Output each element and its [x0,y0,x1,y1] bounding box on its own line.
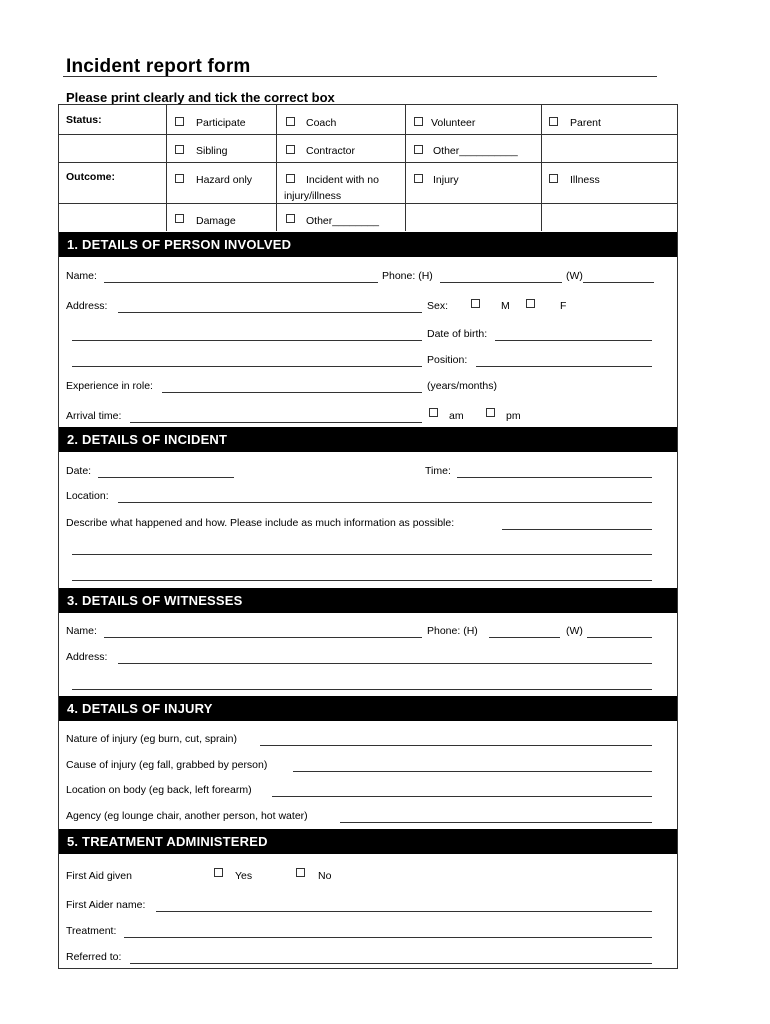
person-phone-h-label: Phone: (H) [382,270,433,282]
person-name-label: Name: [66,270,97,282]
witness-address-label: Address: [66,651,108,663]
table-row-divider [58,203,678,204]
sex-f-checkbox[interactable] [526,299,535,308]
first-aider-name-field[interactable] [156,911,652,912]
person-phone-w-label: (W) [566,270,583,282]
sex-label: Sex: [427,300,449,312]
pm-checkbox[interactable] [486,408,495,417]
injury-cause-label: Cause of injury (eg fall, grabbed by person) [66,759,268,771]
hazard-only-label: Hazard only [196,174,253,186]
incident-time-field[interactable] [457,477,652,478]
witness-phone-h-field[interactable] [489,637,560,638]
table-col-divider [541,104,542,231]
am-label: am [449,410,464,422]
first-aid-no-label: No [318,870,332,882]
sex-m-label: M [501,300,510,312]
witness-phone-w-label: (W) [566,625,583,637]
dob-label: Date of birth: [427,328,488,340]
injury-cause-field[interactable] [293,771,652,772]
hazard-only-checkbox[interactable] [175,174,184,183]
referred-to-label: Referred to: [66,951,122,963]
first-aider-name-label: First Aider name: [66,899,146,911]
outcome-other-label: Other________ [306,215,379,227]
status-other-label: Other__________ [433,145,518,157]
damage-checkbox[interactable] [175,214,184,223]
table-col-divider [405,104,406,231]
pm-label: pm [506,410,521,422]
participate-checkbox[interactable] [175,117,184,126]
sex-f-label: F [560,300,567,312]
witness-phone-w-field[interactable] [587,637,652,638]
first-aid-no-checkbox[interactable] [296,868,305,877]
treatment-field[interactable] [124,937,652,938]
describe-field-2[interactable] [72,554,652,555]
arrival-time-field[interactable] [130,422,422,423]
person-address-field-1[interactable] [118,312,422,313]
table-row-divider [58,134,678,135]
agency-field[interactable] [340,822,652,823]
injury-nature-field[interactable] [260,745,652,746]
dob-field[interactable] [495,340,652,341]
am-checkbox[interactable] [429,408,438,417]
describe-label: Describe what happened and how. Please include as much information as possible: [66,517,455,529]
title-underline [63,76,657,77]
injury-checkbox[interactable] [414,174,423,183]
describe-field-1[interactable] [502,529,652,530]
incident-no-injury-label: Incident with no [306,174,379,186]
section-2-heading: 2. DETAILS OF INCIDENT [59,427,677,452]
position-field[interactable] [476,366,652,367]
table-row-divider [58,162,678,163]
table-col-divider [166,104,167,231]
sex-m-checkbox[interactable] [471,299,480,308]
parent-checkbox[interactable] [549,117,558,126]
person-phone-w-field[interactable] [583,282,654,283]
experience-label: Experience in role: [66,380,153,392]
person-address-label: Address: [66,300,108,312]
first-aid-yes-label: Yes [235,870,253,882]
section-1-heading: 1. DETAILS OF PERSON INVOLVED [59,232,677,257]
injury-nature-label: Nature of injury (eg burn, cut, sprain) [66,733,237,745]
sibling-label: Sibling [196,145,228,157]
body-location-label: Location on body (eg back, left forearm) [66,784,252,796]
first-aid-label: First Aid given [66,870,132,882]
treatment-label: Treatment: [66,925,117,937]
incident-date-label: Date: [66,465,92,477]
status-other-checkbox[interactable] [414,145,423,154]
form-instructions: Please print clearly and tick the correct box [66,90,335,105]
experience-field[interactable] [162,392,422,393]
form-title: Incident report form [66,56,251,77]
witness-phone-h-label: Phone: (H) [427,625,478,637]
position-label: Position: [427,354,468,366]
witness-address-field-2[interactable] [72,689,652,690]
agency-label: Agency (eg lounge chair, another person, hot water) [66,810,308,822]
participate-label: Participate [196,117,246,129]
damage-label: Damage [196,215,236,227]
incident-location-field[interactable] [118,502,652,503]
illness-checkbox[interactable] [549,174,558,183]
outcome-other-checkbox[interactable] [286,214,295,223]
incident-time-label: Time: [425,465,451,477]
section-4-heading: 4. DETAILS OF INJURY [59,696,677,721]
volunteer-checkbox[interactable] [414,117,423,126]
experience-unit: (years/months) [427,380,498,392]
outcome-label: Outcome: [66,171,116,183]
witness-name-label: Name: [66,625,97,637]
incident-location-label: Location: [66,490,109,502]
person-name-field[interactable] [104,282,378,283]
illness-label: Illness [570,174,600,186]
incident-no-injury-label-cont: injury/illness [284,190,342,202]
section-5-heading: 5. TREATMENT ADMINISTERED [59,829,677,854]
section-3-heading: 3. DETAILS OF WITNESSES [59,588,677,613]
coach-label: Coach [306,117,337,129]
status-label: Status: [66,114,102,126]
contractor-label: Contractor [306,145,356,157]
table-col-divider [276,104,277,231]
volunteer-label: Volunteer [431,117,476,129]
describe-field-3[interactable] [72,580,652,581]
coach-checkbox[interactable] [286,117,295,126]
incident-date-field[interactable] [98,477,234,478]
parent-label: Parent [570,117,601,129]
sibling-checkbox[interactable] [175,145,184,154]
person-phone-h-field[interactable] [440,282,562,283]
first-aid-yes-checkbox[interactable] [214,868,223,877]
person-address-field-2[interactable] [72,340,422,341]
body-location-field[interactable] [272,796,652,797]
injury-label: Injury [433,174,459,186]
person-address-field-3[interactable] [72,366,422,367]
referred-to-field[interactable] [130,963,652,964]
incident-no-injury-checkbox[interactable] [286,174,295,183]
contractor-checkbox[interactable] [286,145,295,154]
arrival-time-label: Arrival time: [66,410,122,422]
witness-name-field[interactable] [104,637,422,638]
witness-address-field-1[interactable] [118,663,652,664]
